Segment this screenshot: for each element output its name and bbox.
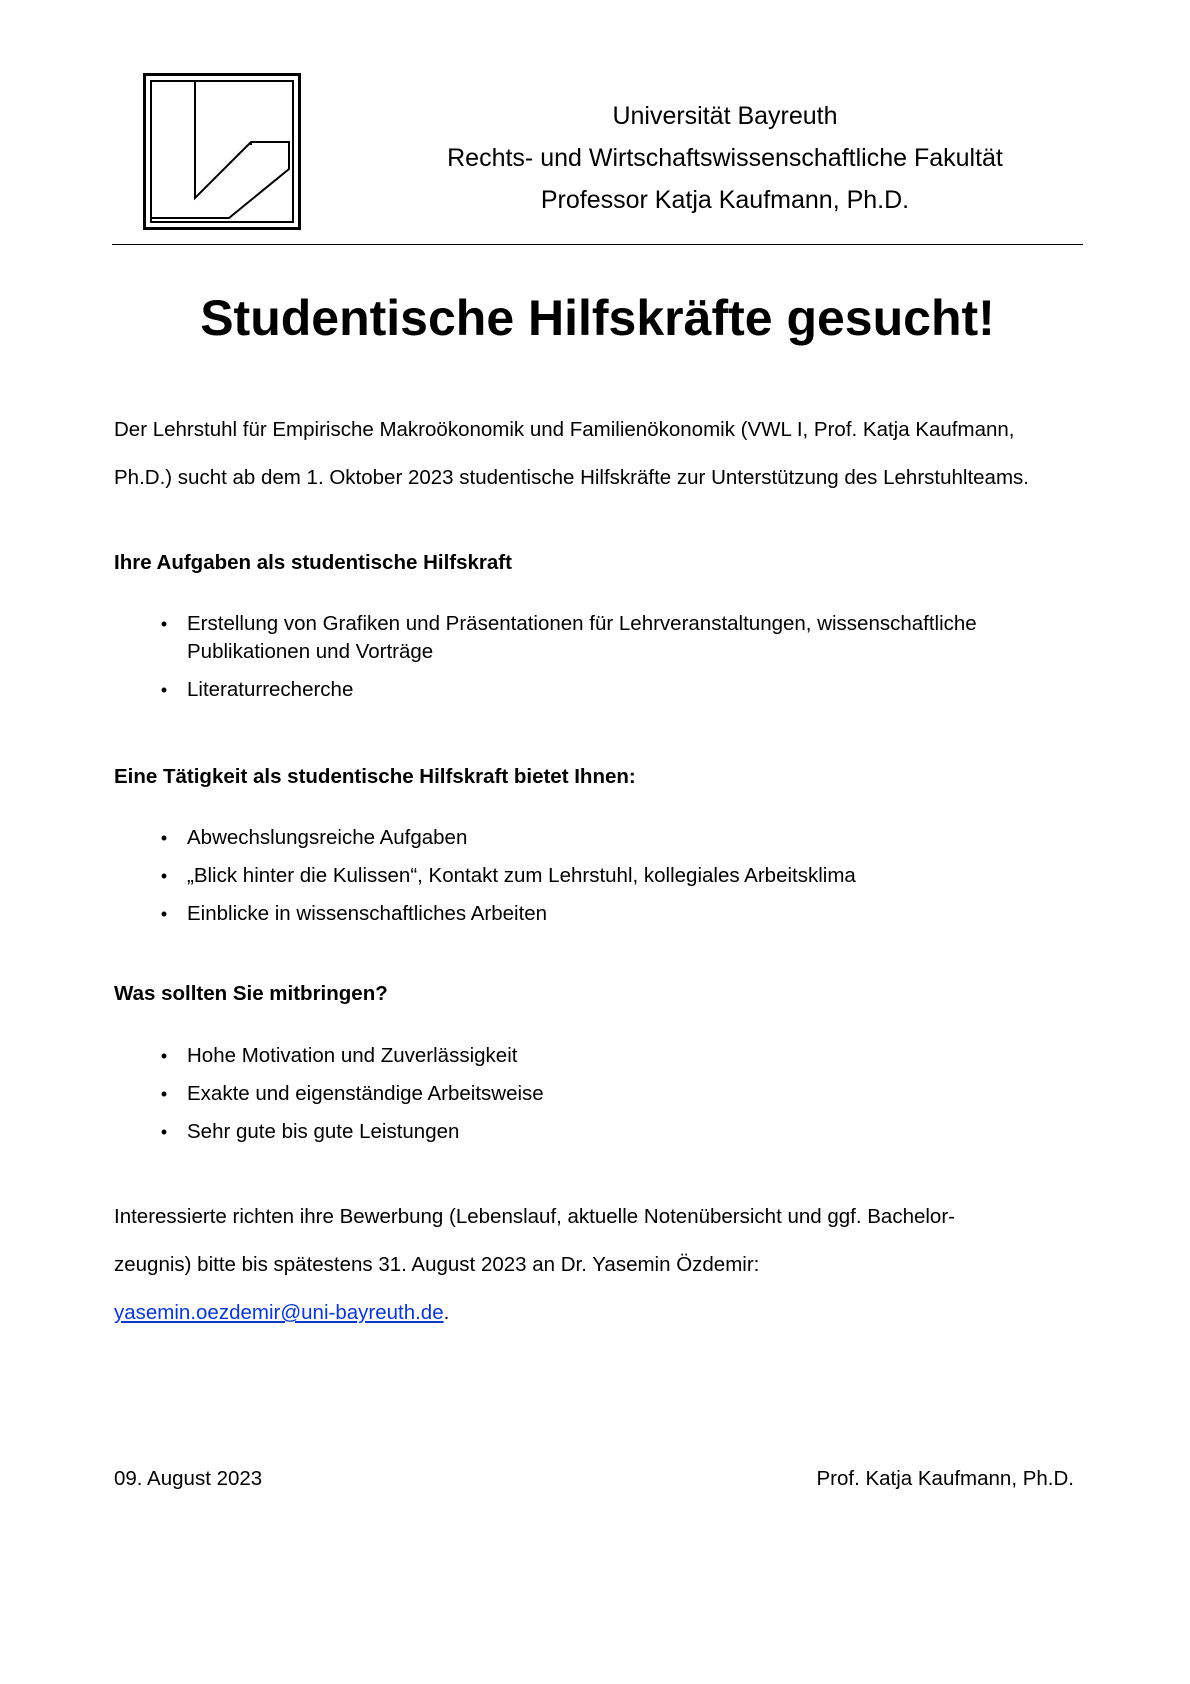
requirements-list [114, 1039, 1074, 1153]
list-item [114, 821, 1074, 855]
intro-line: Ph.D.) sucht ab dem 1. Oktober 2023 studentische Hilfskräfte zur Unterstützung des Lehrstuhlteams. [114, 466, 1029, 489]
section-heading-benefits: Eine Tätigkeit als studentische Hilfskraft bietet Ihnen: [114, 765, 636, 788]
signature-name: Prof. Katja Kaufmann, Ph.D. [816, 1467, 1074, 1490]
list-item-text: Erstellung von Grafiken und Präsentationen für Lehrveranstaltungen, wissenschaftliche Publikationen und Vorträge [187, 612, 977, 663]
bullet-icon: • [160, 1084, 168, 1104]
list-item [114, 859, 1074, 893]
bullet-icon: • [160, 866, 168, 886]
bullet-icon: • [160, 1122, 168, 1142]
university-name: Universität Bayreuth [612, 102, 838, 130]
application-line [114, 1289, 1088, 1337]
intro-paragraph [114, 406, 1088, 502]
section-heading-requirements: Was sollten Sie mitbringen? [114, 982, 388, 1005]
list-item-text: Abwechslungsreiche Aufgaben [187, 826, 468, 849]
list-item [114, 1077, 1074, 1111]
section-heading-tasks: Ihre Aufgaben als studentische Hilfskraft [114, 551, 512, 574]
email-trailing-period: . [443, 1301, 450, 1324]
application-line: Interessierte richten ihre Bewerbung (Lebenslauf, aktuelle Notenübersicht und ggf. Bachelor- [114, 1205, 955, 1228]
list-item-text: Sehr gute bis gute Leistungen [187, 1120, 460, 1143]
header-block [360, 95, 1090, 221]
professor-name: Professor Katja Kaufmann, Ph.D. [540, 186, 910, 214]
list-item [114, 1039, 1074, 1073]
list-item-text: Einblicke in wissenschaftliches Arbeiten [187, 902, 548, 925]
page-title: Studentische Hilfskräfte gesucht! [200, 290, 995, 346]
intro-line: Der Lehrstuhl für Empirische Makroökonomik und Familienökonomik (VWL I, Prof. Katja Kaufmann, [114, 418, 1015, 441]
benefits-list [114, 821, 1074, 935]
bullet-icon: • [160, 828, 168, 848]
faculty-name: Rechts- und Wirtschaftswissenschaftliche Fakultät [447, 144, 1003, 172]
bullet-icon: • [160, 904, 168, 924]
bullet-icon: • [160, 1046, 168, 1066]
list-item-text: „Blick hinter die Kulissen“, Kontakt zum Lehrstuhl, kollegiales Arbeitsklima [187, 864, 856, 887]
list-item-text: Hohe Motivation und Zuverlässigkeit [187, 1044, 518, 1067]
list-item [114, 610, 1074, 666]
email-link[interactable]: yasemin.oezdemir@uni-bayreuth.de [114, 1301, 444, 1324]
document-date: 09. August 2023 [114, 1467, 263, 1490]
application-line: zeugnis) bitte bis spätestens 31. August 2023 an Dr. Yasemin Özdemir: [114, 1253, 760, 1276]
list-item [114, 897, 1074, 931]
tasks-list [114, 610, 1074, 714]
list-item-text: Literaturrecherche [187, 678, 354, 701]
bullet-icon: • [160, 614, 168, 634]
uni-bayreuth-logo-icon [143, 73, 301, 230]
header-divider [112, 244, 1083, 245]
bullet-icon: • [160, 680, 168, 700]
list-item-text: Exakte und eigenständige Arbeitsweise [187, 1082, 544, 1105]
list-item [114, 676, 1074, 704]
list-item [114, 1115, 1074, 1149]
application-paragraph [114, 1193, 1088, 1337]
